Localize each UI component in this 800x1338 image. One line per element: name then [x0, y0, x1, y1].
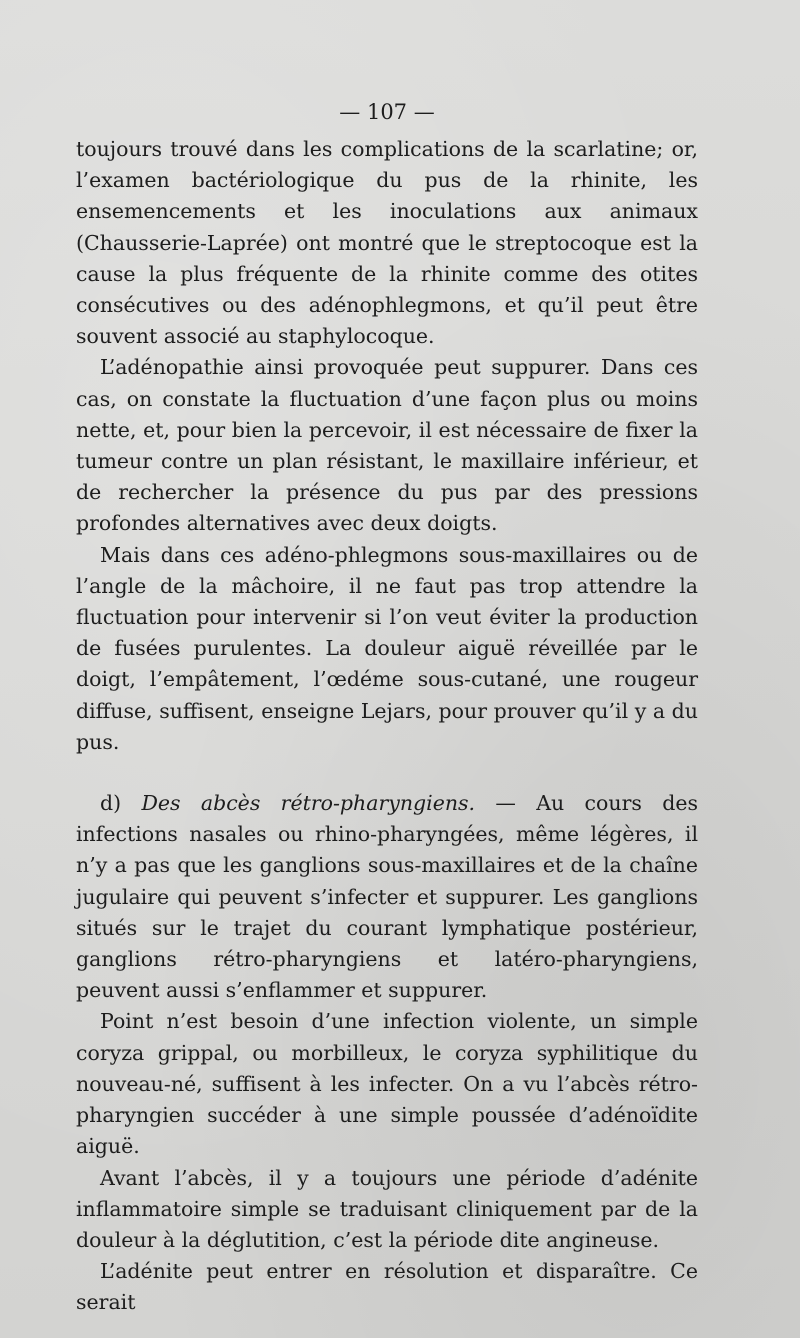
- paragraph-point-nest-besoin: Point n’est besoin d’une infection violente, un simple coryza grippal, ou morbilleux, le coryza syphilitique du nouveau-né, suffisent à les infecter. On a vu l’abcès rétro-pharyngien succéder à une simple poussée d’adénoïdite aiguë.: [76, 1009, 698, 1159]
- section-text: — Au cours des infections nasales ou rhino-pharyngées, même légères, il n’y a pas que les ganglions sous-maxillaires et de la chaîne jugulaire qui peuvent s’infecter et suppurer. Les ganglions situés sur le trajet du courant lymphatique postérieur, ganglions rétro-pharyngiens et latéro-pharyngiens, peuvent aussi s’enflammer et suppurer.: [76, 791, 699, 1003]
- document-page: [76, 92, 698, 1319]
- paragraph-avant-labces: Avant l’abcès, il y a toujours une période d’adénite inflammatoire simple se traduisant cliniquement par de la douleur à la déglutition, c’est la période dite angineuse.: [76, 1165, 698, 1252]
- section-title: Des abcès rétro-pharyngiens.: [141, 791, 476, 816]
- section-marker: d): [100, 791, 142, 816]
- page-number: — 107 —: [339, 100, 435, 124]
- paragraph-adeno-phlegmons: Mais dans ces adéno-phlegmons sous-maxillaires ou de l’angle de la mâchoire, il ne faut pas trop attendre la fluctuation pour intervenir si l’on veut éviter la production de fusées purulentes. La douleur aiguë réveillée par le doigt, l’empâtement, l’œdéme sous-cutané, une rougeur diffuse, suffisent, enseigne Lejars, pour prouver qu’il y a du pus.: [76, 542, 698, 754]
- section-spacer: [76, 758, 698, 788]
- paragraph-adenopathie: L’adénopathie ainsi provoquée peut suppurer. Dans ces cas, on constate la fluctuation d’une façon plus ou moins nette, et, pour bien la percevoir, il est nécessaire de fixer la tumeur contre un plan résistant, le maxillaire inférieur, et de rechercher la présence du pus par des pressions profondes alternatives avec deux doigts.: [76, 355, 698, 536]
- paragraph-continuation: toujours trouvé dans les complications de la scarlatine; or, l’examen bactériologique du pus de la rhinite, les ensemencements et les inoculations aux animaux (Chausserie-Laprée) ont montré que le streptocoque est la cause la plus fréquente de la rhinite comme des otites consécutives ou des adénophlegmons, et qu’il peut être souvent associé au staphylocoque.: [76, 137, 698, 349]
- section-abces-retro-pharyngiens: [76, 788, 698, 1006]
- paragraph-resolution: L’adénite peut entrer en résolution et disparaître. Ce serait: [76, 1259, 698, 1315]
